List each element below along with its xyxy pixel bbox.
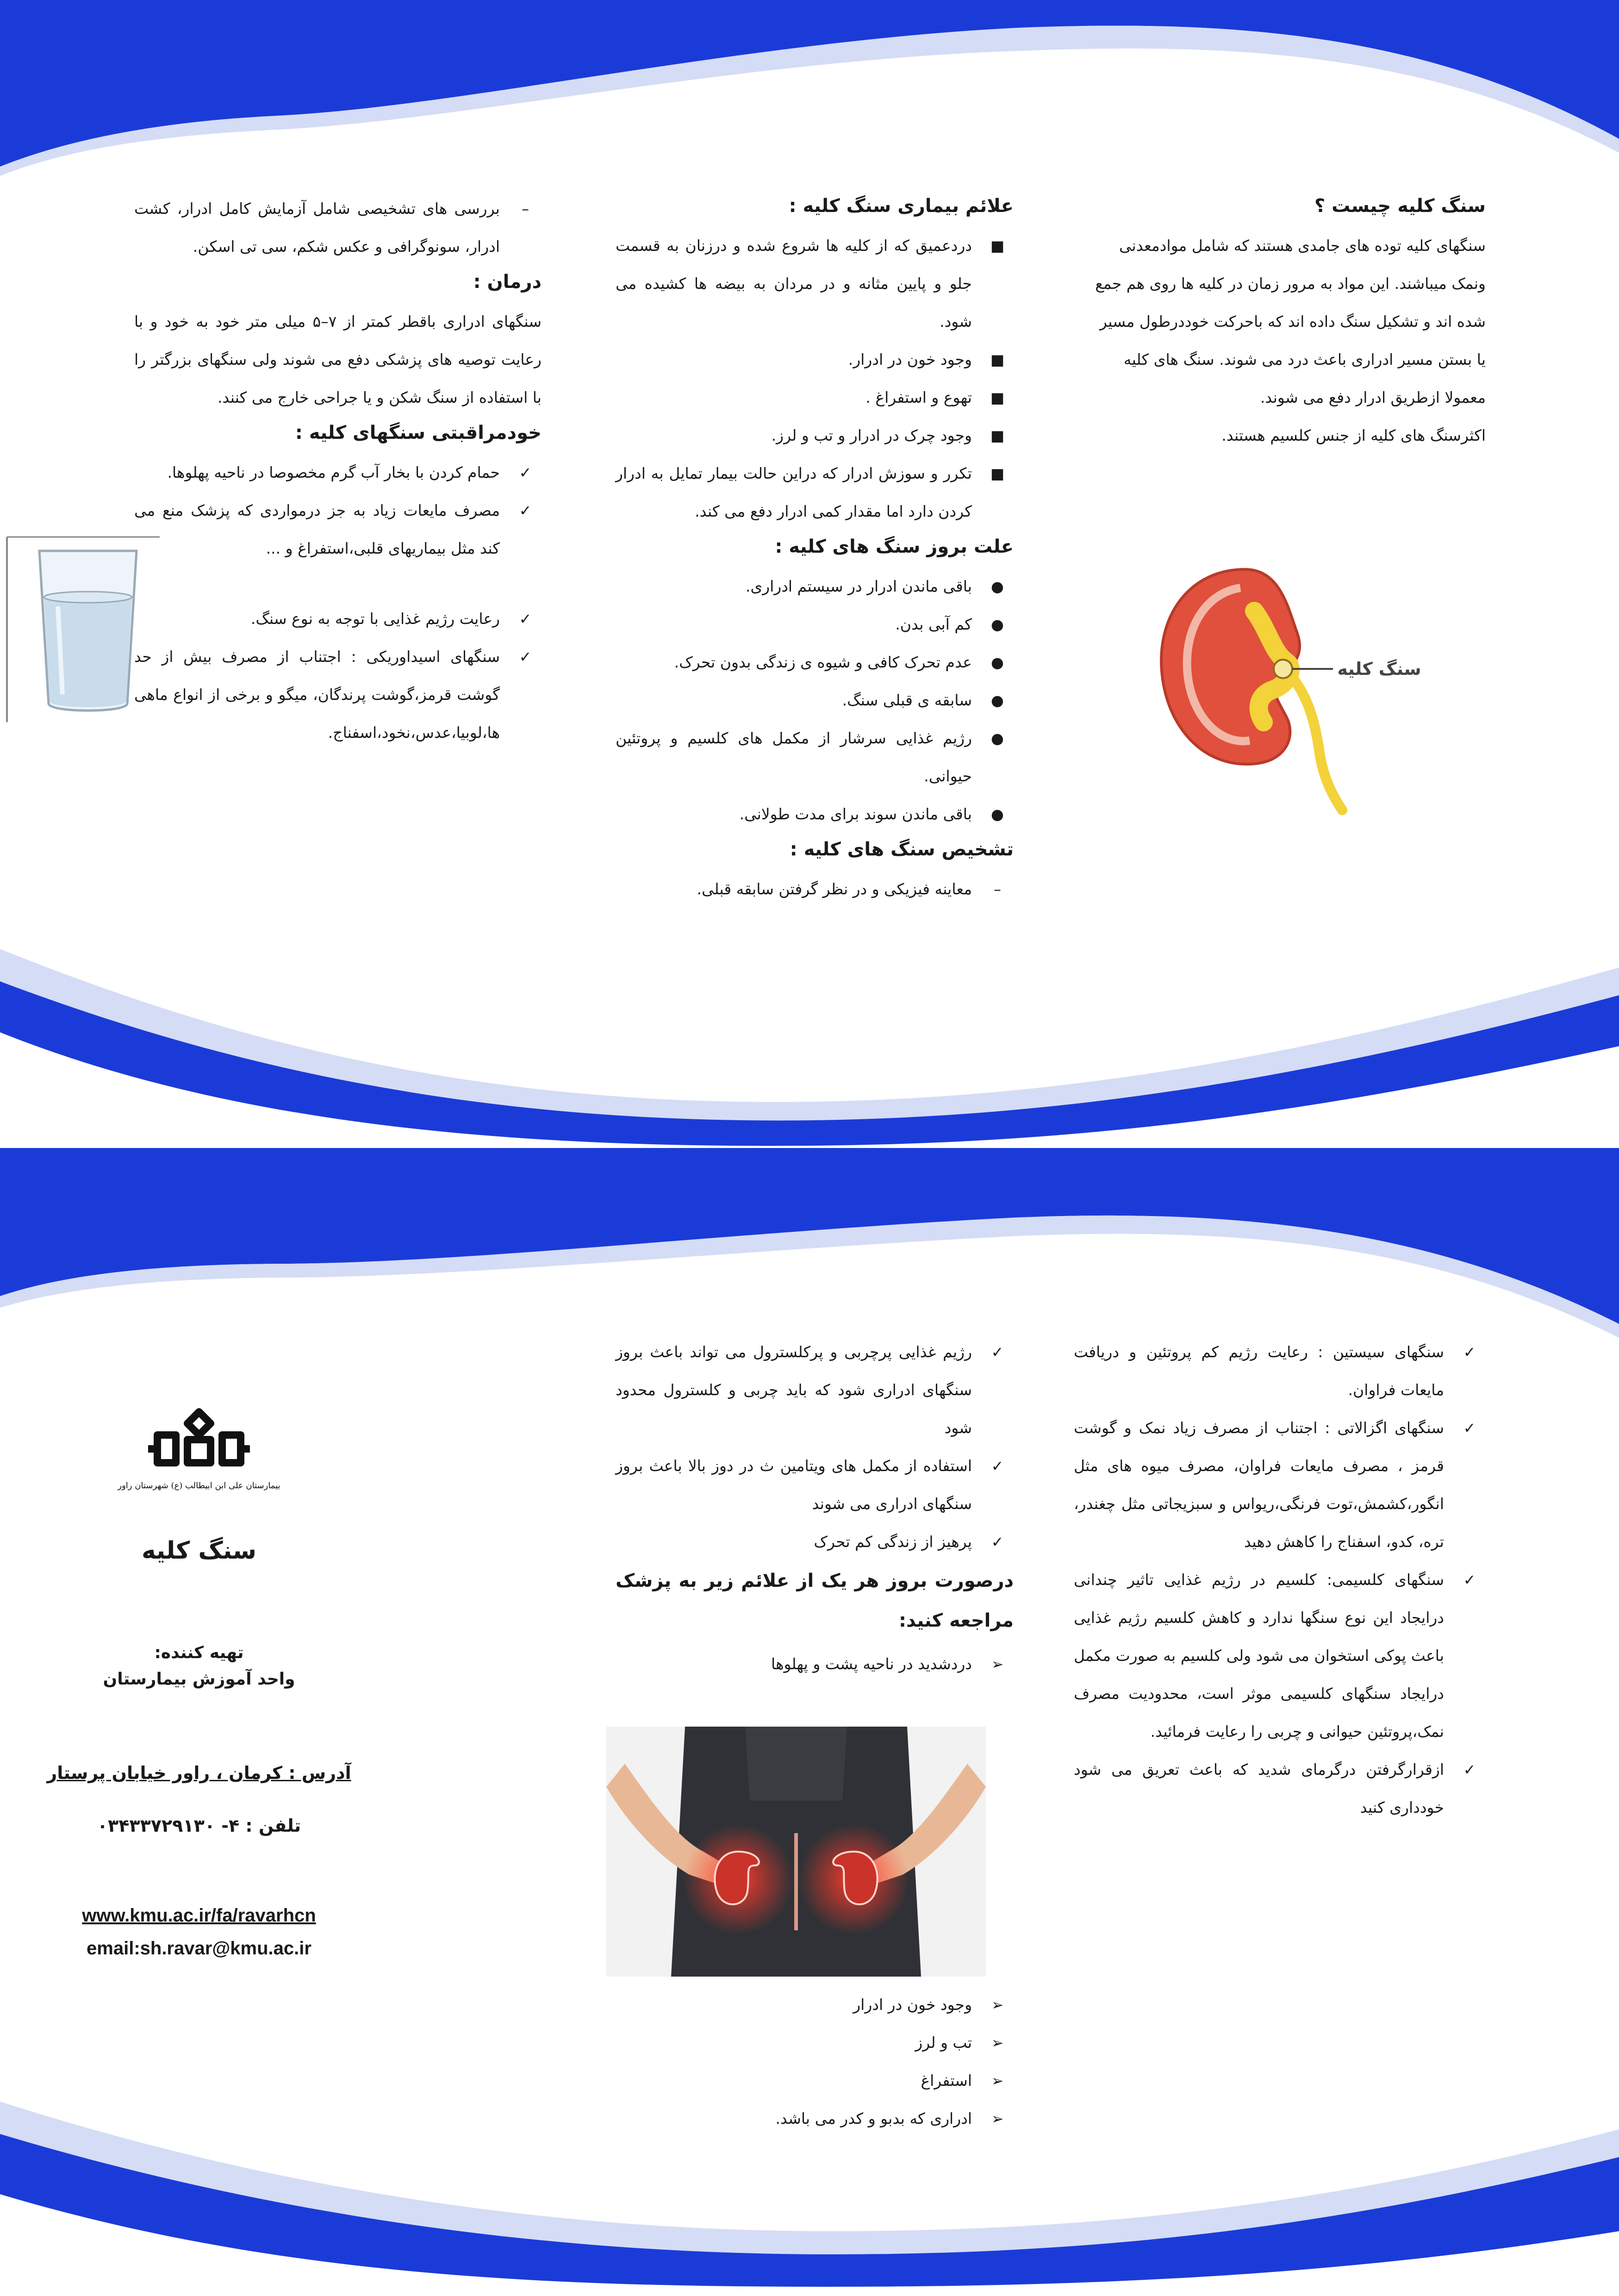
square-bullet-icon: ■ bbox=[990, 465, 1005, 482]
list-item: ✓ حمام کردن با بخار آب گرم مخصوصا در ناحیه پهلوها. bbox=[134, 454, 542, 492]
selfcare-list-short bbox=[134, 454, 542, 568]
kidney-stone-label: سنگ کلیه bbox=[1337, 659, 1421, 679]
list-item: ➢ وجود خون در ادرار bbox=[616, 1986, 1014, 2024]
list-item: ➢ تب و لرز bbox=[616, 2024, 1014, 2062]
list-item: ✓ ازقرارگرفتن درگرمای شدید که باعث تعریق می شود خودداری کنید bbox=[1074, 1751, 1486, 1827]
arrow-icon: ➢ bbox=[991, 1996, 1004, 2014]
prepared-by-label: تهیه کننده: bbox=[154, 1643, 244, 1662]
kidney-illustration bbox=[1148, 551, 1472, 819]
list-item: ➢ استفراغ bbox=[616, 2062, 1014, 2100]
round-bullet-icon: ● bbox=[991, 692, 1004, 709]
check-icon: ✓ bbox=[1463, 1571, 1476, 1589]
list-item: ■ تهوع و استفراغ . bbox=[616, 379, 1014, 417]
panel-what-is-kidney-stone bbox=[1074, 190, 1486, 455]
list-item: ✓ استفاده از مکمل های ویتامین ث در دوز بالا باعث بروز سنگهای ادراری می شوند bbox=[616, 1447, 1014, 1523]
stone-marker-icon bbox=[1274, 660, 1292, 678]
list-item: ✓ پرهیز از زندگی کم تحرک bbox=[616, 1523, 1014, 1561]
check-icon: ✓ bbox=[991, 1457, 1004, 1475]
causes-list bbox=[616, 568, 1014, 833]
diagnosis-cont-list bbox=[134, 190, 542, 266]
top-header-wave bbox=[0, 0, 1619, 176]
top-footer-wave bbox=[0, 930, 1619, 1153]
what-is-heading: سنگ کلیه چیست ؟ bbox=[1314, 195, 1486, 217]
back-pain-photo bbox=[606, 1727, 986, 1977]
water-glass-illustration bbox=[7, 537, 160, 722]
logo-text: بیمارستان علی ابن ابیطالب (ع) شهرستان راور bbox=[118, 1481, 280, 1491]
arrow-icon: ➢ bbox=[991, 2110, 1004, 2128]
symptoms-heading: علائم بیماری سنگ کلیه : bbox=[789, 195, 1014, 217]
round-bullet-icon: ● bbox=[991, 654, 1004, 671]
what-is-line: یا بستن مسیر ادراری باعث درد می شوند. سنگ های کلیه bbox=[1123, 350, 1486, 368]
panel-stone-types bbox=[1074, 1333, 1486, 1827]
email-link[interactable]: email:sh.ravar@kmu.ac.ir bbox=[87, 1938, 311, 1959]
list-item: ✓ رژیم غذایی پرچربی و پرکلسترول می تواند باعث بروز سنگهای ادراری شود که باید چربی و کلسترول محدود شود bbox=[616, 1333, 1014, 1447]
list-item: ➢ ادراری که بدبو و کدر می باشد. bbox=[616, 2100, 1014, 2138]
symptoms-list bbox=[616, 227, 1014, 530]
round-bullet-icon: ● bbox=[991, 616, 1004, 633]
referral-list-first bbox=[616, 1645, 1014, 1683]
check-icon: ✓ bbox=[519, 502, 532, 519]
selfcare-heading: خودمراقبتی سنگهای کلیه : bbox=[295, 422, 542, 443]
square-bullet-icon: ■ bbox=[990, 389, 1005, 406]
list-item: ✓ سنگهای سیستین : رعایت رژیم کم پروتئین و دریافت مایعات فراوان. bbox=[1074, 1333, 1486, 1409]
panel-prevention-referral bbox=[616, 1333, 1014, 1683]
round-bullet-icon: ● bbox=[991, 805, 1004, 823]
prevention-list bbox=[616, 1333, 1014, 1561]
list-item: ✓ سنگهای اگزالاتی : اجتناب از مصرف زیاد نمک و گوشت قرمز ، مصرف مایعات فراوان، مصرف میوه های مثل انگور،کشمش،توت فرنگی،ریواس و سبزیجاتی مثل چغندر، تره، کدو، اسفناج را کاهش دهید bbox=[1074, 1409, 1486, 1561]
what-is-line: معمولا ازطریق ادرار دفع می شوند. bbox=[1260, 388, 1486, 406]
diagnosis-heading: تشخیص سنگ های کلیه : bbox=[790, 839, 1014, 860]
what-is-line: اکثرسنگ های کلیه از جنس کلسیم هستند. bbox=[1221, 426, 1486, 444]
check-icon: ✓ bbox=[1463, 1343, 1476, 1361]
arrow-icon: ➢ bbox=[991, 2072, 1004, 2090]
causes-heading: علت بروز سنگ های کلیه : bbox=[775, 536, 1014, 557]
website-link[interactable]: www.kmu.ac.ir/fa/ravarhcn bbox=[82, 1905, 316, 1926]
bottom-header-wave bbox=[0, 1148, 1619, 1342]
stone-types-list bbox=[1074, 1333, 1486, 1827]
list-item: ✓ مصرف مایعات زیاد به جز درمواردی که پزشک منع می کند مثل بیماریهای قلبی،استفراغ و ... bbox=[134, 492, 542, 568]
address: آدرس : کرمان ، راور خیابان پرستار bbox=[47, 1763, 351, 1783]
what-is-line: ونمک میباشند. این مواد به مرور زمان در کلیه ها روی هم جمع bbox=[1095, 275, 1486, 293]
list-item: ● عدم تحرک کافی و شیوه ی زندگی بدون تحرک. bbox=[616, 643, 1014, 681]
panel-treatment-selfcare bbox=[134, 190, 542, 752]
list-item: ■ وجود خون در ادرار. bbox=[616, 341, 1014, 379]
arrow-icon: ➢ bbox=[991, 2034, 1004, 2052]
list-item: ■ دردعمیق که از کلیه ها شروع شده و درزنان به قسمت جلو و پایین مثانه و در مردان به بیضه ها کشیده می شود. bbox=[616, 227, 1014, 341]
list-item: – معاینه فیزیکی و در نظر گرفتن سابقه قبلی. bbox=[616, 870, 1014, 908]
treatment-text: سنگهای ادراری باقطر کمتر از ۷–۵ میلی متر خود به خود و با رعایت توصیه های پزشکی دفع می شوند ولی سنگهای بزرگتر را با استفاده از سنگ شکن و یا جراحی خارج می کنند. bbox=[134, 312, 542, 406]
treatment-heading: درمان : bbox=[473, 271, 542, 293]
check-icon: ✓ bbox=[1463, 1761, 1476, 1778]
what-is-line: شده اند و تشکیل سنگ داده اند که باحرکت خوددرطول مسیر bbox=[1100, 312, 1486, 331]
referral-heading: درصورت بروز هر یک از علائم زیر به پزشک مراجعه کنید: bbox=[616, 1570, 1014, 1631]
list-item: ● باقی ماندن ادرار در سیستم ادراری. bbox=[616, 568, 1014, 605]
dash-bullet-icon: – bbox=[522, 200, 529, 218]
prepared-by: واحد آموزش بیمارستان bbox=[103, 1670, 295, 1689]
list-item: – بررسی های تشخیصی شامل آزمایش کامل ادرار، کشت ادرار، سونوگرافی و عکس شکم، سی تی اسکن. bbox=[134, 190, 542, 266]
panel-cover bbox=[28, 1403, 370, 1959]
list-item: ✓ رعایت رژیم غذایی با توجه به نوع سنگ. bbox=[134, 600, 542, 638]
list-item: ● کم آبی بدن. bbox=[616, 605, 1014, 643]
list-item: ■ تکرر و سوزش ادرار که دراین حالت بیمار تمایل به ادرار کردن دارد اما مقدار کمی ادرار دفع می کند. bbox=[616, 455, 1014, 530]
cover-title: سنگ کلیه bbox=[142, 1537, 256, 1565]
phone: تلفن : ۴- ۰۳۴۳۳۷۲۹۱۳۰ bbox=[97, 1816, 301, 1836]
referral-list-continued bbox=[616, 1986, 1014, 2138]
check-icon: ✓ bbox=[519, 464, 532, 481]
square-bullet-icon: ■ bbox=[990, 427, 1005, 444]
check-icon: ✓ bbox=[991, 1343, 1004, 1361]
list-item: ✓ سنگهای اسیداوریکی : اجتناب از مصرف بیش از حد گوشت قرمز،گوشت پرندگان، میگو و برخی از انواع ماهی ها،لوبیا،عدس،نخود،اسفناج. bbox=[134, 638, 542, 752]
list-item: ● رژیم غذایی سرشار از مکمل های کلسیم و پروتئین حیوانی. bbox=[616, 719, 1014, 795]
panel-symptoms-causes bbox=[616, 190, 1014, 908]
check-icon: ✓ bbox=[991, 1533, 1004, 1551]
selfcare-list-full bbox=[134, 600, 542, 752]
list-item: ✓ سنگهای کلسیمی: کلسیم در رژیم غذایی تاثیر چندانی درایجاد این نوع سنگها ندارد و کاهش کلسیم رژیم غذایی باعث پوکی استخوان می شود ولی کلسیم به صورت مکمل درایجاد سنگهای کلسیمی موثر است، محدودیت مصرف نمک،پروتئین حیوانی و چربی را رعایت فرمائید. bbox=[1074, 1561, 1486, 1751]
arrow-icon: ➢ bbox=[991, 1655, 1004, 1673]
check-icon: ✓ bbox=[519, 648, 532, 666]
hospital-logo bbox=[118, 1403, 280, 1509]
round-bullet-icon: ● bbox=[991, 578, 1004, 595]
diagnosis-list bbox=[616, 870, 1014, 908]
check-icon: ✓ bbox=[519, 610, 532, 628]
square-bullet-icon: ■ bbox=[990, 351, 1005, 368]
list-item: ➢ دردشدید در ناحیه پشت و پهلوها bbox=[616, 1645, 1014, 1683]
list-item: ■ وجود چرک در ادرار و تب و لرز. bbox=[616, 417, 1014, 455]
what-is-line: سنگهای کلیه توده های جامدی هستند که شامل موادمعدنی bbox=[1119, 237, 1486, 255]
list-item: ● سابقه ی قبلی سنگ. bbox=[616, 681, 1014, 719]
list-item: ● باقی ماندن سوند برای مدت طولانی. bbox=[616, 795, 1014, 833]
dash-bullet-icon: – bbox=[994, 880, 1001, 898]
square-bullet-icon: ■ bbox=[990, 237, 1005, 255]
check-icon: ✓ bbox=[1463, 1419, 1476, 1437]
round-bullet-icon: ● bbox=[991, 730, 1004, 747]
